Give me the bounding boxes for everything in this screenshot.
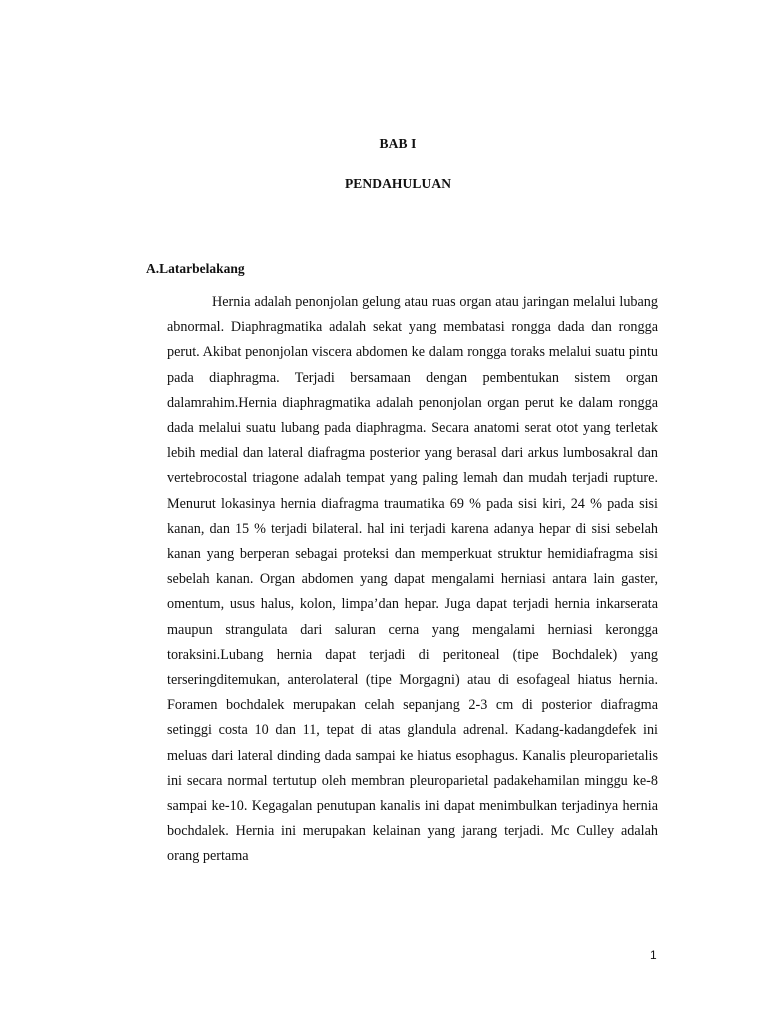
chapter-title: PENDAHULUAN (344, 176, 452, 191)
page-number: 1 (650, 948, 657, 962)
chapter-number: BAB I (379, 136, 417, 151)
section-heading: A.Latarbelakang (146, 261, 245, 276)
body-paragraph: Hernia adalah penonjolan gelung atau ruas organ atau jaringan melalui lubang abnormal. Diaphragmatika adalah sekat yang membatasi rongga dada dan rongga perut. Akibat penonjolan viscera abdomen ke dalam rongga toraks melalui suatu pintu pada diaphragma. Terjadi bersamaan dengan pembentukan sistem organ dalamrahim.Hernia diaphragmatika adalah penonjolan organ perut ke dalam rongga dada melalui suatu lubang pada diaphragma. Secara anatomi serat otot yang terletak lebih medial dan lateral diafragma posterior yang berasal dari arkus lumbosakral dan vertebrocostal triagone adalah tempat yang paling lemah dan mudah terjadi rupture. Menurut lokasinya hernia diafragma traumatika 69 % pada sisi kiri, 24 % pada sisi kanan, dan 15 % terjadi bilateral. hal ini terjadi karena adanya hepar di sisi sebelah kanan yang berperan sebagai proteksi dan memperkuat struktur hemidiafragma sisi sebelah kanan. Organ abdomen yang dapat mengalami herniasi antara lain gaster, omentum, usus halus, kolon, limpa’dan hepar. Juga dapat terjadi hernia inkarserata maupun strangulata dari saluran cerna yang mengalami herniasi kerongga toraksini.Lubang hernia dapat terjadi di peritoneal (tipe Bochdalek) yang terseringditemukan, anterolateral (tipe Morgagni) atau di esofageal hiatus hernia. Foramen bochdalek merupakan celah sepanjang 2-3 cm di posterior diafragma setinggi costa 10 dan 11, tepat di atas glandula adrenal. Kadang-kadangdefek ini meluas dari lateral dinding dada sampai ke hiatus esophagus. Kanalis pleuroparietalis ini secara normal tertutup oleh membran pleuroparietal padakehamilan minggu ke-8 sampai ke-10. Kegagalan penutupan kanalis ini dapat menimbulkan terjadinya hernia bochdalek. Hernia ini merupakan kelainan yang jarang terjadi. Mc Culley adalah orang pertama (167, 294, 658, 865)
